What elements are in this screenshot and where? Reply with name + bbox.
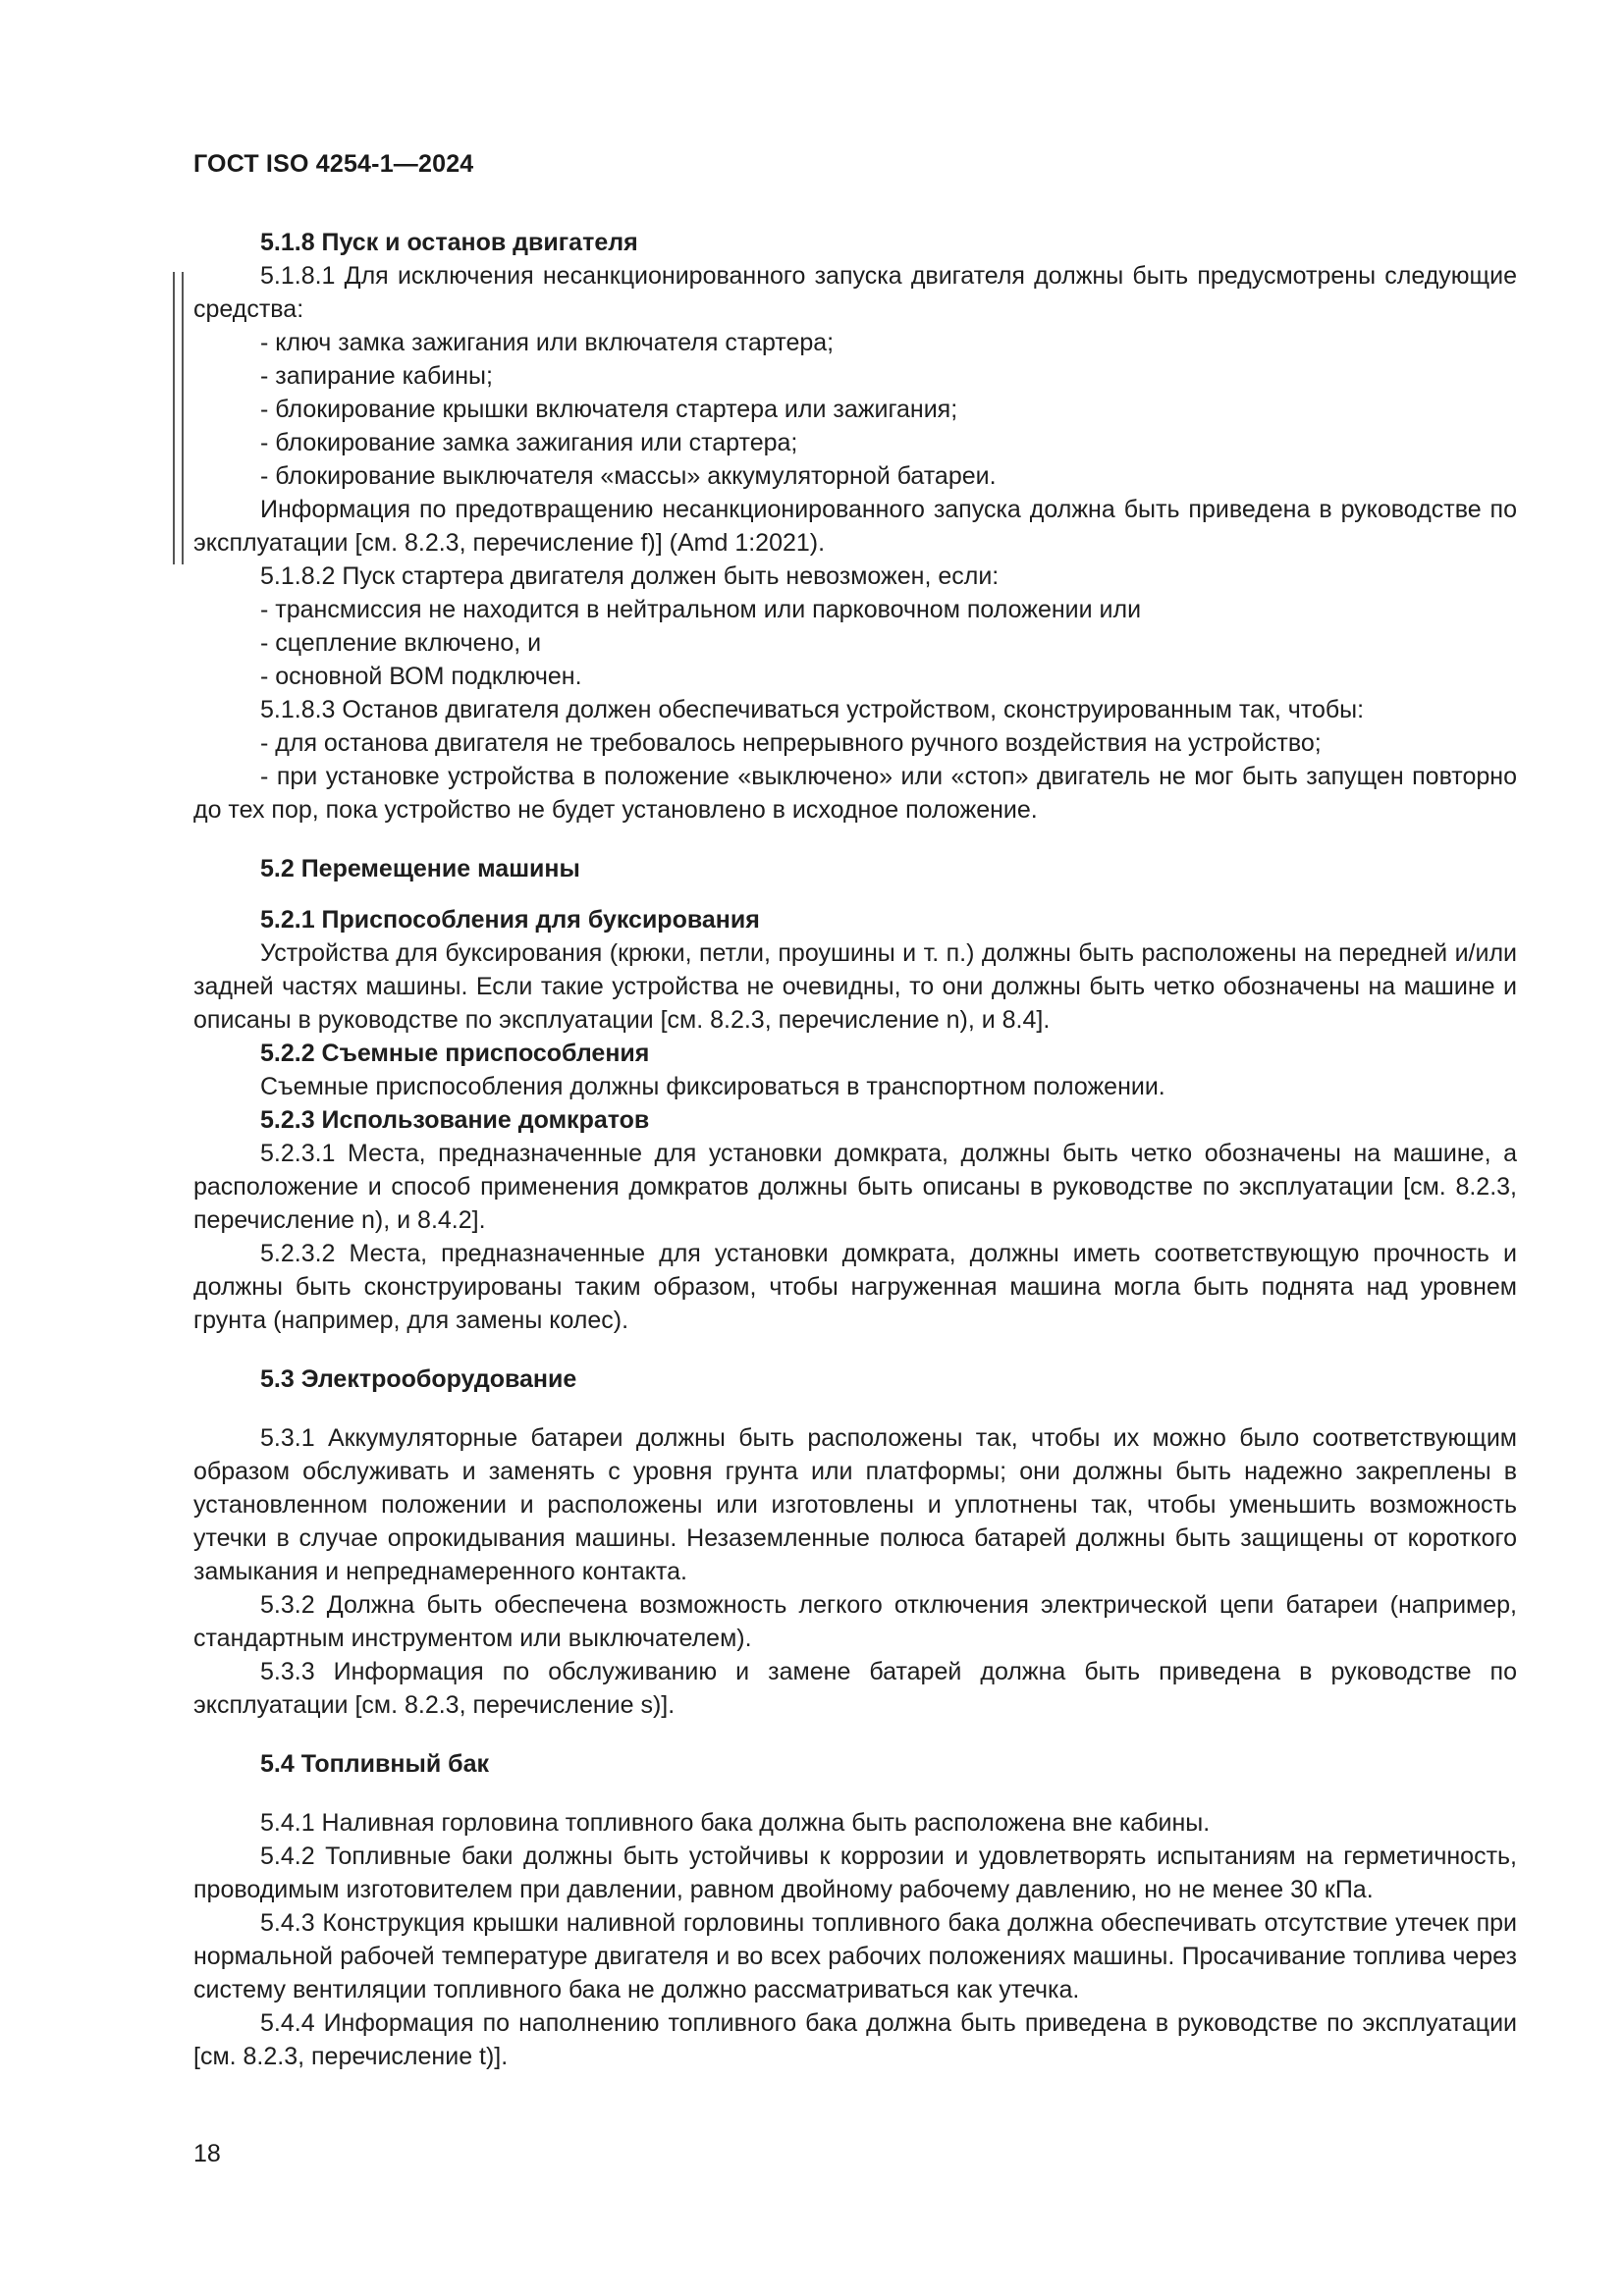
list-item: - для останова двигателя не требовалось непрерывного ручного воздействия на устройство; xyxy=(260,729,1322,757)
page-content xyxy=(193,226,1517,2073)
list-item: - трансмиссия не находится в нейтральном или парковочном положении или xyxy=(260,596,1142,623)
paragraph-5-3-3: 5.3.3 Информация по обслуживанию и замене батарей должна быть приведена в руководстве по эксплуатации [см. 8.2.3, перечисление s)]. xyxy=(193,1658,1517,1719)
section-heading-5-2: 5.2 Перемещение машины xyxy=(260,855,580,882)
paragraph-5-4-4: 5.4.4 Информация по наполнению топливного бака должна быть приведена в руководстве по эксплуатации [см. 8.2.3, перечисление t)]. xyxy=(193,2009,1517,2070)
paragraph-5-4-2: 5.4.2 Топливные баки должны быть устойчивы к коррозии и удовлетворять испытаниям на герметичность, проводимым изготовителем при давлении, равном двойному рабочему давлению, но не менее 30 кПа. xyxy=(193,1842,1517,1903)
paragraph-5-2-1: Устройства для буксирования (крюки, петли, проушины и т. п.) должны быть расположены на передней и/или задней частях машины. Если такие устройства не очевидны, то они должны быть четко обозначены на машине и описаны в руководстве по эксплуатации [см. 8.2.3, перечисление n), и 8.4]. xyxy=(193,939,1517,1034)
paragraph-5-4-1: 5.4.1 Наливная горловина топливного бака должна быть расположена вне кабины. xyxy=(260,1809,1211,1837)
section-heading-5-3: 5.3 Электрооборудование xyxy=(260,1365,577,1393)
list-item: - блокирование крышки включателя стартера или зажигания; xyxy=(260,396,958,423)
list-item: - сцепление включено, и xyxy=(260,629,542,657)
paragraph-5-1-8-1: 5.1.8.1 Для исключения несанкционированного запуска двигателя должны быть предусмотрены следующие средства: xyxy=(193,262,1517,323)
list-item: - запирание кабины; xyxy=(260,362,493,390)
paragraph-5-3-1: 5.3.1 Аккумуляторные батареи должны быть расположены так, чтобы их можно было соответствующим образом обслуживать и заменять с уровня грунта или платформы; они должны быть надежно закреплены в установленном положении и расположены или изготовлены и уплотнены так, чтобы уменьшить возможность утечки в случае опрокидывания машины. Незаземленные полюса батарей должны быть защищены от короткого замыкания и непреднамеренного контакта. xyxy=(193,1424,1517,1585)
paragraph-5-2-3-1: 5.2.3.1 Места, предназначенные для установки домкрата, должны быть четко обозначены на машине, а расположение и способ применения домкратов должны быть описаны в руководстве по эксплуатации [см. 8.2.3, перечисление n), и 8.4.2]. xyxy=(193,1140,1517,1234)
section-heading-5-2-2: 5.2.2 Съемные приспособления xyxy=(260,1040,650,1067)
document-header: ГОСТ ISO 4254-1—2024 xyxy=(193,150,474,178)
section-heading-5-2-3: 5.2.3 Использование домкратов xyxy=(260,1106,650,1134)
paragraph-5-3-2: 5.3.2 Должна быть обеспечена возможность легкого отключения электрической цепи батареи (например, стандартным инструментом или выключателем). xyxy=(193,1591,1517,1652)
section-heading-5-1-8: 5.1.8 Пуск и останов двигателя xyxy=(260,229,638,256)
paragraph-5-2-3-2: 5.2.3.2 Места, предназначенные для установки домкрата, должны иметь соответствующую прочность и должны быть сконструированы таким образом, чтобы нагруженная машина могла быть поднята над уровнем грунта (например, для замены колес). xyxy=(193,1240,1517,1334)
list-item: - блокирование выключателя «массы» аккумуляторной батареи. xyxy=(260,462,997,490)
list-item: - основной ВОМ подключен. xyxy=(260,663,582,690)
paragraph-5-1-8-3: 5.1.8.3 Останов двигателя должен обеспечиваться устройством, сконструированным так, чтобы: xyxy=(260,696,1365,723)
paragraph-5-4-3: 5.4.3 Конструкция крышки наливной горловины топливного бака должна обеспечивать отсутствие утечек при нормальной рабочей температуре двигателя и во всех рабочих положениях машины. Просачивание топлива через систему вентиляции топливного бака не должно рассматриваться как утечка. xyxy=(193,1909,1517,2003)
revision-bar xyxy=(173,272,184,564)
page-number: 18 xyxy=(193,2140,221,2167)
paragraph-5-1-8-3-b: - при установке устройства в положение «выключено» или «стоп» двигатель не мог быть запущен повторно до тех пор, пока устройство не будет установлено в исходное положение. xyxy=(193,763,1517,824)
paragraph-5-2-2: Съемные приспособления должны фиксироваться в транспортном положении. xyxy=(260,1073,1165,1100)
paragraph-start-info: Информация по предотвращению несанкционированного запуска должна быть приведена в руководстве по эксплуатации [см. 8.2.3, перечисление f)] (Amd 1:2021). xyxy=(193,496,1517,557)
section-heading-5-4: 5.4 Топливный бак xyxy=(260,1750,490,1778)
list-item: - ключ замка зажигания или включателя стартера; xyxy=(260,329,835,356)
section-heading-5-2-1: 5.2.1 Приспособления для буксирования xyxy=(260,906,760,934)
paragraph-5-1-8-2: 5.1.8.2 Пуск стартера двигателя должен быть невозможен, если: xyxy=(260,562,1000,590)
list-item: - блокирование замка зажигания или стартера; xyxy=(260,429,798,456)
